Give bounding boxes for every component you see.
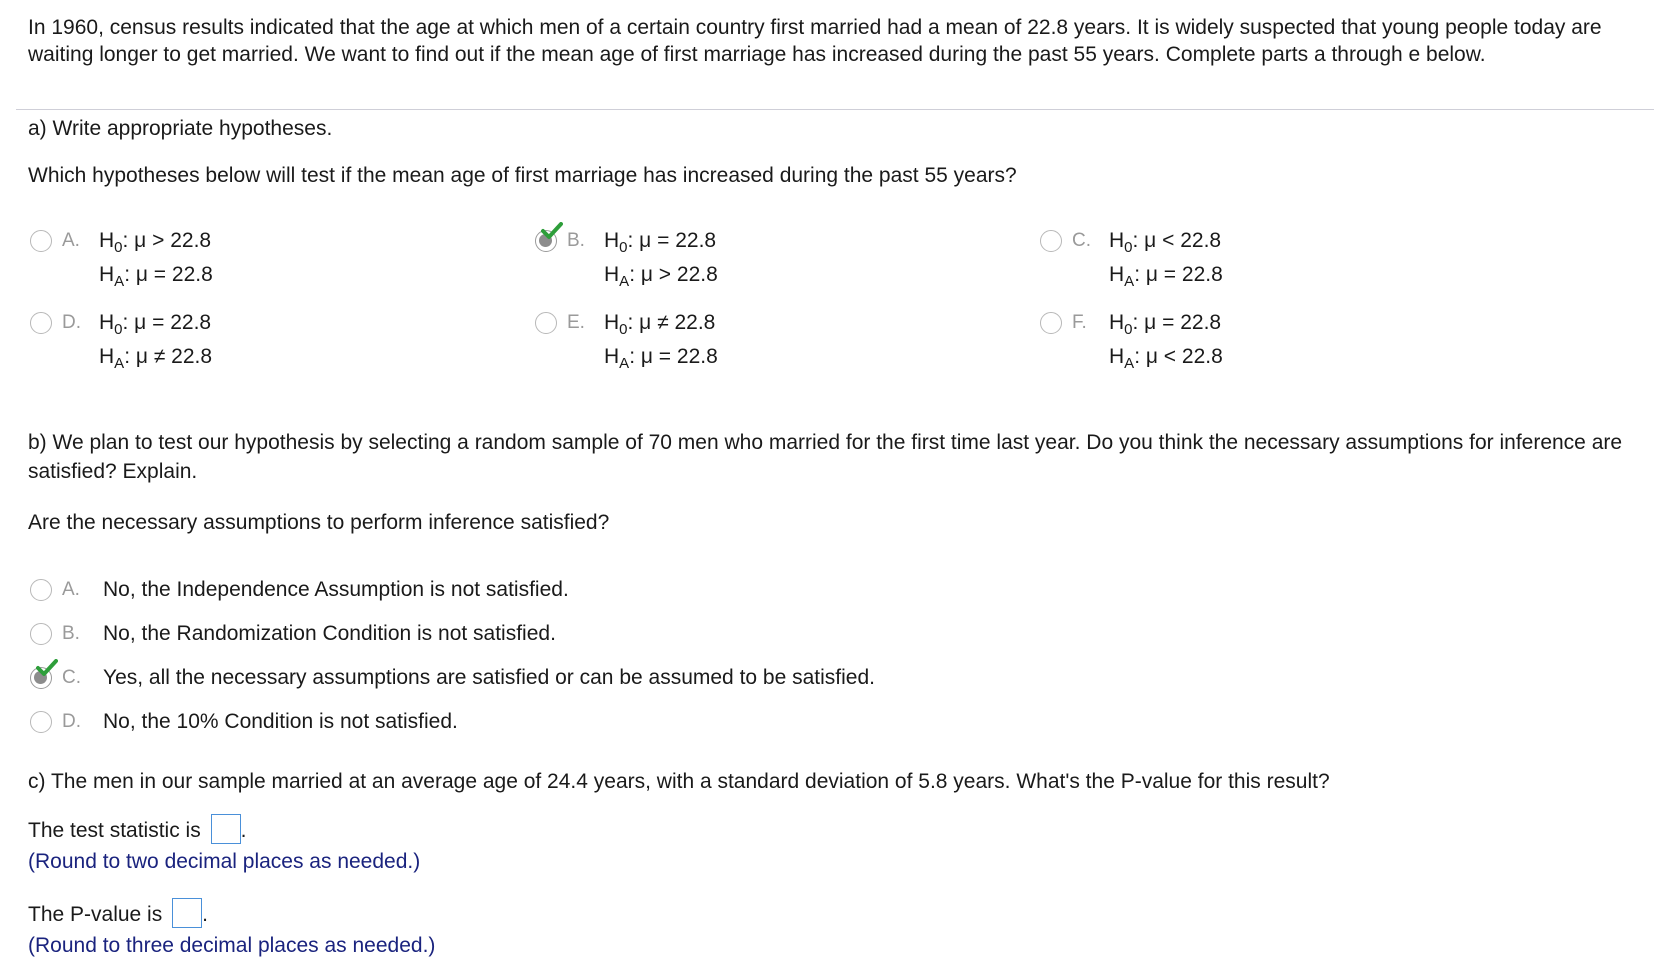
radio-option-a[interactable] <box>30 230 52 252</box>
h-label: H <box>99 229 115 252</box>
option-text: No, the 10% Condition is not satisfied. <box>103 710 458 733</box>
option-letter: B. <box>567 230 585 251</box>
null-hypothesis <box>604 228 716 254</box>
h-subscript: 0 <box>114 321 123 338</box>
checkmark-icon <box>541 222 563 240</box>
period: . <box>240 819 247 842</box>
option-b-assumption[interactable] <box>30 621 930 651</box>
ha-expression: : μ < 22.8 <box>1134 345 1223 368</box>
period: . <box>202 903 208 926</box>
option-letter: D. <box>62 312 81 333</box>
h-subscript: A <box>1124 355 1135 372</box>
h-label: H <box>99 345 115 368</box>
test-statistic-row <box>28 814 246 844</box>
option-letter: F. <box>1072 312 1087 333</box>
p-value-row <box>28 898 208 928</box>
h-label: H <box>99 311 115 334</box>
h-label: H <box>1109 311 1125 334</box>
p-value-hint: (Round to three decimal places as needed.) <box>28 934 436 957</box>
h-subscript: 0 <box>1124 239 1133 256</box>
null-hypothesis <box>604 310 715 336</box>
test-statistic-hint: (Round to two decimal places as needed.) <box>28 850 421 873</box>
option-a-assumption[interactable] <box>30 577 930 607</box>
h-subscript: A <box>619 273 630 290</box>
option-e-hyp[interactable] <box>535 310 1015 380</box>
option-letter: B. <box>62 623 80 644</box>
ha-expression: : μ = 22.8 <box>629 345 718 368</box>
h0-expression: : μ = 22.8 <box>1132 311 1222 334</box>
option-c-assumption[interactable] <box>30 665 930 695</box>
h-subscript: A <box>619 355 630 372</box>
h0-expression: : μ < 22.8 <box>1132 229 1222 252</box>
option-text: No, the Randomization Condition is not satisfied. <box>103 622 556 645</box>
option-letter: C. <box>1072 230 1091 251</box>
radio-option-d[interactable] <box>30 312 52 334</box>
null-hypothesis <box>1109 228 1221 254</box>
option-text: No, the Independence Assumption is not satisfied. <box>103 578 569 601</box>
h-subscript: 0 <box>619 321 628 338</box>
option-f-hyp[interactable] <box>1040 310 1520 380</box>
checkmark-icon <box>36 659 58 677</box>
divider <box>16 109 1654 110</box>
ha-expression: : μ = 22.8 <box>124 263 213 286</box>
part-c-question: c) The men in our sample married at an average age of 24.4 years, with a standard deviation of 5.8 years. What's the P-value for this result? <box>28 770 1330 793</box>
test-statistic-label: The test statistic is <box>28 819 201 842</box>
option-b-hyp[interactable] <box>535 228 1015 298</box>
null-hypothesis <box>1109 310 1221 336</box>
alternative-hypothesis <box>1109 262 1223 288</box>
h0-expression: : μ > 22.8 <box>122 229 212 252</box>
option-letter: A. <box>62 579 80 600</box>
alternative-hypothesis <box>99 344 212 370</box>
option-d-assumption[interactable] <box>30 709 930 739</box>
radio-option-d[interactable] <box>30 711 52 733</box>
h-label: H <box>1109 263 1125 286</box>
part-a-heading: a) Write appropriate hypotheses. <box>28 117 333 140</box>
ha-expression: : μ > 22.8 <box>629 263 718 286</box>
h-subscript: 0 <box>1124 321 1133 338</box>
radio-option-e[interactable] <box>535 312 557 334</box>
h0-expression: : μ = 22.8 <box>122 311 212 334</box>
radio-option-f[interactable] <box>1040 312 1062 334</box>
p-value-label: The P-value is <box>28 903 163 926</box>
h-label: H <box>99 263 115 286</box>
ha-expression: : μ = 22.8 <box>1134 263 1223 286</box>
h-label: H <box>604 345 620 368</box>
null-hypothesis <box>99 228 211 254</box>
option-d-hyp[interactable] <box>30 310 510 380</box>
h-subscript: A <box>114 355 125 372</box>
alternative-hypothesis <box>604 262 718 288</box>
option-text: Yes, all the necessary assumptions are satisfied or can be assumed to be satisfied. <box>103 666 875 689</box>
ha-expression: : μ ≠ 22.8 <box>124 345 213 368</box>
h-label: H <box>604 263 620 286</box>
part-b-question: b) We plan to test our hypothesis by selecting a random sample of 70 men who married for the first time last year. Do you think the necessary assumptions for inference are satisfied? Explain. <box>28 431 1623 483</box>
part-a-question: Which hypotheses below will test if the mean age of first marriage has increased during the past 55 years? <box>28 164 1017 187</box>
alternative-hypothesis <box>1109 344 1223 370</box>
h-label: H <box>604 311 620 334</box>
h-subscript: 0 <box>619 239 628 256</box>
h0-expression: : μ ≠ 22.8 <box>627 311 716 334</box>
option-a-hyp[interactable] <box>30 228 510 298</box>
option-letter: A. <box>62 230 80 251</box>
option-letter: D. <box>62 711 81 732</box>
radio-option-c[interactable] <box>1040 230 1062 252</box>
h-label: H <box>1109 345 1125 368</box>
test-statistic-input[interactable] <box>211 814 241 844</box>
radio-option-b[interactable] <box>30 623 52 645</box>
p-value-input[interactable] <box>172 898 202 928</box>
h0-expression: : μ = 22.8 <box>627 229 717 252</box>
h-subscript: 0 <box>114 239 123 256</box>
part-b-subquestion: Are the necessary assumptions to perform inference satisfied? <box>28 511 610 534</box>
h-label: H <box>604 229 620 252</box>
alternative-hypothesis <box>99 262 213 288</box>
alternative-hypothesis <box>604 344 718 370</box>
option-letter: E. <box>567 312 585 333</box>
h-subscript: A <box>1124 273 1135 290</box>
option-letter: C. <box>62 667 81 688</box>
option-c-hyp[interactable] <box>1040 228 1520 298</box>
h-label: H <box>1109 229 1125 252</box>
null-hypothesis <box>99 310 211 336</box>
intro-text: In 1960, census results indicated that the age at which men of a certain country first married had a mean of 22.8 years. It is widely suspected that young people today are waiting longer to get married. We want to find out if the mean age of first marriage has increased during the past 55 years. Complete parts a through e below. <box>28 16 1602 66</box>
radio-option-a[interactable] <box>30 579 52 601</box>
h-subscript: A <box>114 273 125 290</box>
